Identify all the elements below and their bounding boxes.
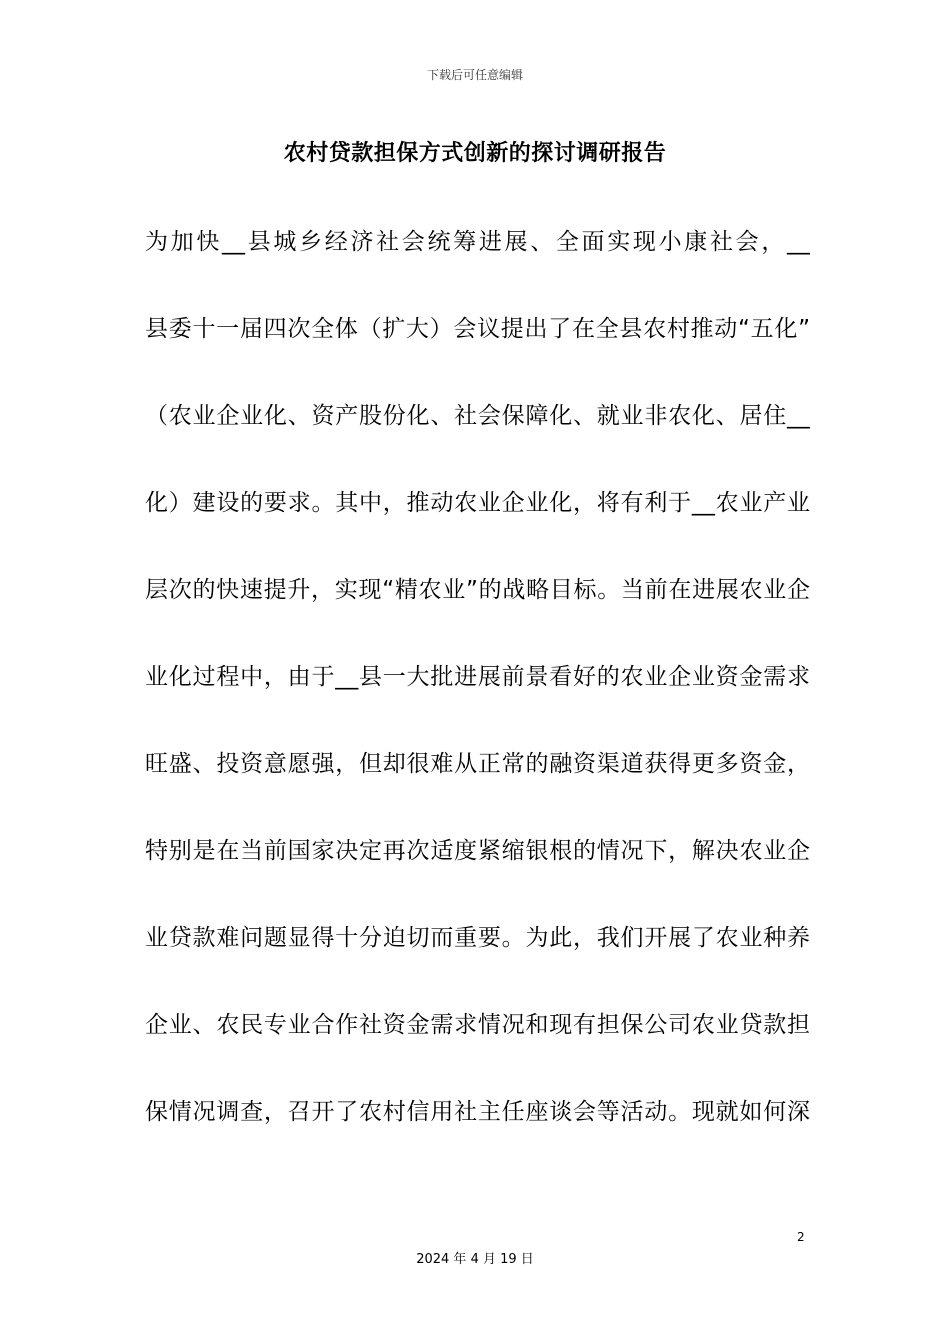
body-line: （农业企业化、资产股份化、社会保障化、就业非农化、居住__ xyxy=(145,403,810,429)
header-note: 下载后可任意编辑 xyxy=(426,68,523,82)
body-line: 保情况调查，召开了农村信用社主任座谈会等活动。现就如何深 xyxy=(145,1099,810,1125)
body-line: 层次的快速提升，实现“精农业”的战略目标。当前在进展农业企 xyxy=(145,577,810,603)
body-line: 县委十一届四次全体（扩大）会议提出了在全县农村推动“五化” xyxy=(145,316,810,342)
document-title: 农村贷款担保方式创新的探讨调研报告 xyxy=(283,141,667,166)
body-line: 业化过程中，由于__县一大批进展前景看好的农业企业资金需求 xyxy=(145,664,810,690)
body-line: 化）建设的要求。其中，推动农业企业化，将有利于__农业产业 xyxy=(145,490,810,516)
body-line: 业贷款难问题显得十分迫切而重要。为此，我们开展了农业种养 xyxy=(145,925,810,951)
body-line: 特别是在当前国家决定再次适度紧缩银根的情况下，解决农业企 xyxy=(145,838,810,864)
body-line: 旺盛、投资意愿强，但却很难从正常的融资渠道获得更多资金， xyxy=(145,751,810,777)
body-line: 为加快__县城乡经济社会统筹进展、全面实现小康社会，__ xyxy=(145,229,810,255)
footer-date: 2024 年 4 月 19 日 xyxy=(416,1252,534,1267)
document-body xyxy=(145,224,810,1181)
page-number: 2 xyxy=(797,1230,805,1244)
body-line: 企业、农民专业合作社资金需求情况和现有担保公司农业贷款担 xyxy=(145,1012,810,1038)
